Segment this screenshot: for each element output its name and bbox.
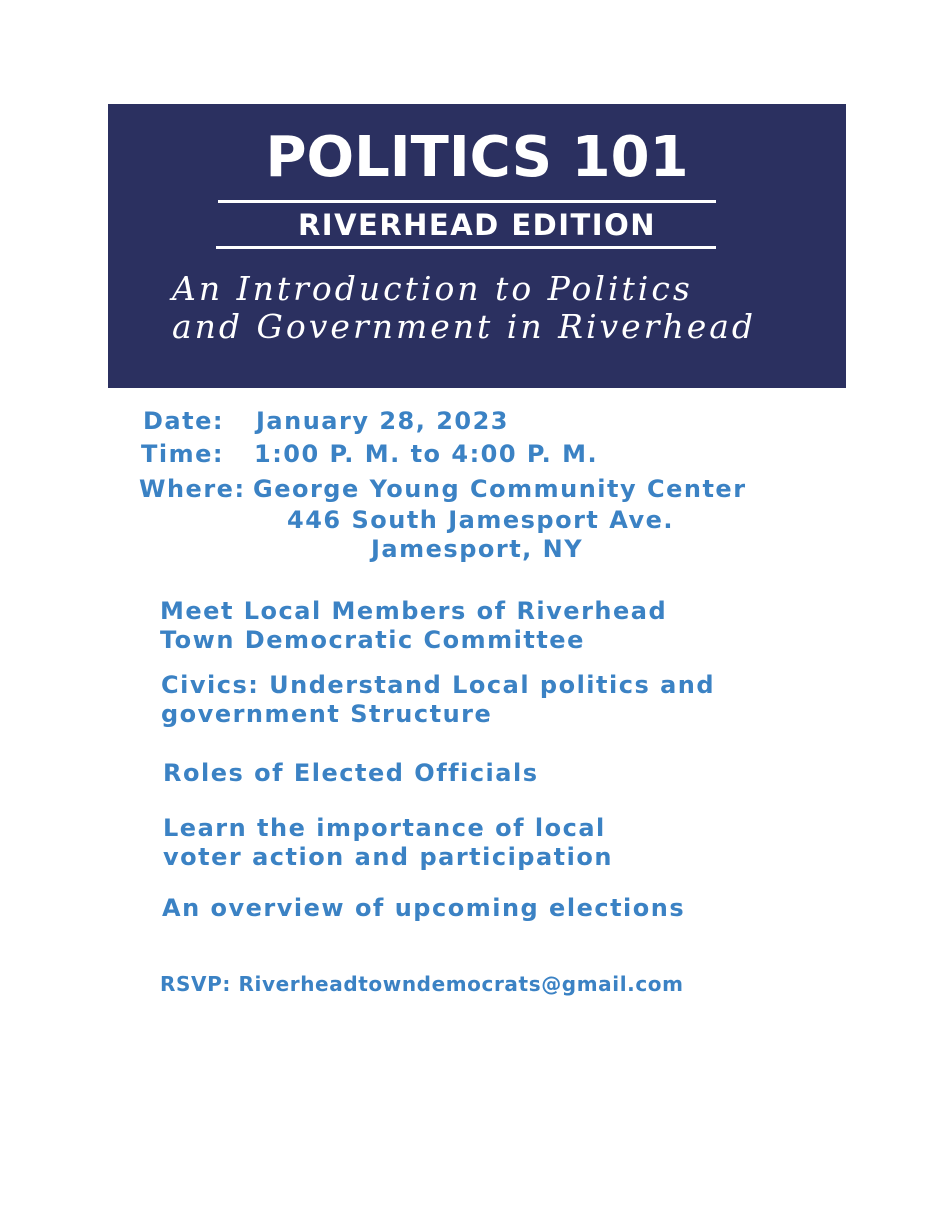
title-divider-bottom xyxy=(216,246,716,249)
topic-1-line-1: Meet Local Members of Riverhead xyxy=(160,597,668,625)
topic-3: Roles of Elected Officials xyxy=(163,759,539,787)
topic-5: An overview of upcoming elections xyxy=(162,894,686,922)
topic-4-line-2: voter action and participation xyxy=(163,843,613,871)
time-label: Time: xyxy=(141,440,224,468)
time-value: 1:00 P. M. to 4:00 P. M. xyxy=(254,440,599,468)
rsvp-email[interactable]: RSVP: Riverheadtowndemocrats@gmail.com xyxy=(160,972,684,996)
date-label: Date: xyxy=(143,407,224,435)
event-subtitle: RIVERHEAD EDITION xyxy=(297,208,657,242)
where-value: George Young Community Center xyxy=(253,475,747,503)
topic-2-line-1: Civics: Understand Local politics and xyxy=(161,671,716,699)
event-intro xyxy=(172,270,832,346)
intro-line-1: An Introduction to Politics xyxy=(172,269,693,308)
topic-1-line-2: Town Democratic Committee xyxy=(160,626,585,654)
date-value: January 28, 2023 xyxy=(256,407,509,435)
address-line-2: Jamesport, NY xyxy=(371,535,584,563)
header-banner xyxy=(108,104,846,388)
event-title: POLITICS 101 xyxy=(265,125,689,190)
address-line-1: 446 South Jamesport Ave. xyxy=(287,506,675,534)
intro-line-2: and Government in Riverhead xyxy=(172,307,757,346)
where-label: Where: xyxy=(139,475,246,503)
title-divider-top xyxy=(218,200,716,203)
topic-4-line-1: Learn the importance of local xyxy=(163,814,606,842)
topic-2-line-2: government Structure xyxy=(161,700,493,728)
